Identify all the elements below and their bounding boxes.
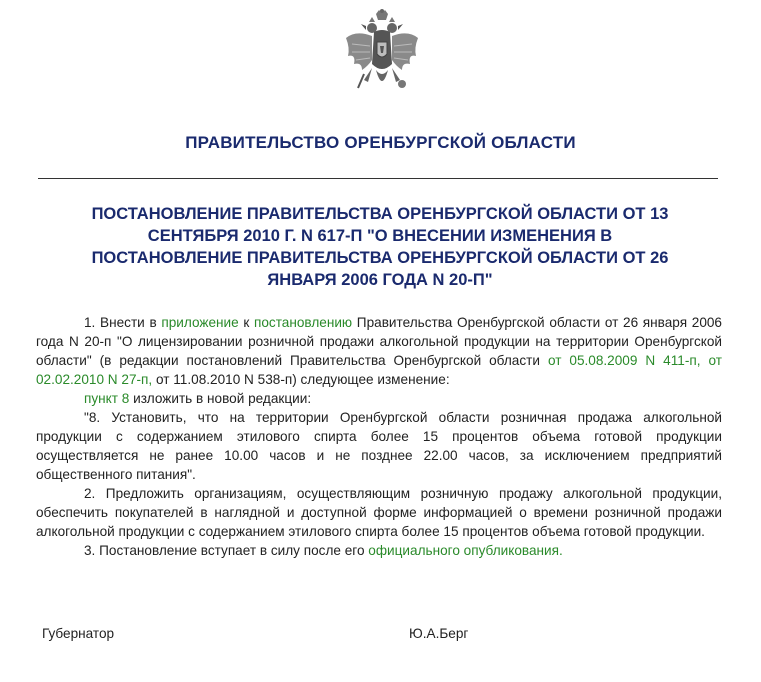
coat-of-arms-icon — [342, 8, 422, 100]
title-line: ПОСТАНОВЛЕНИЕ ПРАВИТЕЛЬСТВА ОРЕНБУРГСКОЙ ОБЛАСТИ ОТ 13 — [91, 205, 669, 223]
title-line: ПОСТАНОВЛЕНИЕ ПРАВИТЕЛЬСТВА ОРЕНБУРГСКОЙ ОБЛАСТИ ОТ 26 — [91, 249, 669, 267]
divider — [38, 178, 718, 179]
paragraph-text: к — [238, 315, 254, 330]
link-resolution[interactable]: постановлению — [254, 315, 353, 330]
paragraph-text: Правительства Оренбургской области от 26 января 2006 года N 20-п "О лицензировании розничной продажи алкогольной продукции на территории Оренбургской области" (в редакции постановлений Правительства Оренбургской области — [36, 315, 722, 368]
paragraph-text: 1. Внести в — [84, 315, 162, 330]
signature-name: Ю.А.Берг — [409, 626, 469, 641]
title-line: ЯНВАРЯ 2006 ГОДА N 20-П" — [267, 271, 493, 289]
paragraph-1 — [36, 313, 722, 389]
paragraph-text: изложить в новой редакции: — [129, 391, 312, 406]
link-point-8[interactable]: пункт 8 — [84, 391, 130, 406]
link-official-publication[interactable]: официального опубликования. — [368, 543, 563, 558]
signature-position: Губернатор — [42, 626, 115, 641]
link-resolution-411[interactable]: от 05.08.2009 N 411-п, — [547, 353, 701, 368]
paragraph-2 — [36, 389, 722, 408]
paragraph-text: 3. Постановление вступает в силу после его — [84, 543, 369, 558]
document-title — [30, 203, 730, 291]
link-resolution-27[interactable]: от 02.02.2010 N 27-п, — [36, 353, 722, 387]
paragraph-5 — [36, 541, 722, 560]
title-line: СЕНТЯБРЯ 2010 Г. N 617-П "О ВНЕСЕНИИ ИЗМЕНЕНИЯ В — [147, 227, 613, 245]
link-appendix[interactable]: приложение — [161, 315, 239, 330]
organization-title: ПРАВИТЕЛЬСТВО ОРЕНБУРГСКОЙ ОБЛАСТИ — [185, 133, 576, 152]
paragraph-text: от 11.08.2010 N 538-п) следующее изменение: — [152, 372, 450, 387]
paragraph-3: "8. Установить, что на территории Оренбургской области розничная продажа алкогольной продукции с содержанием этилового спирта более 15 процентов объема готовой продукции осуществляется не ранее 10.00 часов и не позднее 22.00 часов, за исключением предприятий общественного питания". — [36, 410, 722, 482]
paragraph-4: 2. Предложить организациям, осуществляющим розничную продажу алкогольной продукции, обеспечить покупателей в наглядной и доступной форме информацией о времени розничной продажи алкогольной продукции с содержанием этилового спирта более 15 процентов объема готовой продукции. — [36, 486, 722, 539]
document-body — [36, 313, 722, 560]
